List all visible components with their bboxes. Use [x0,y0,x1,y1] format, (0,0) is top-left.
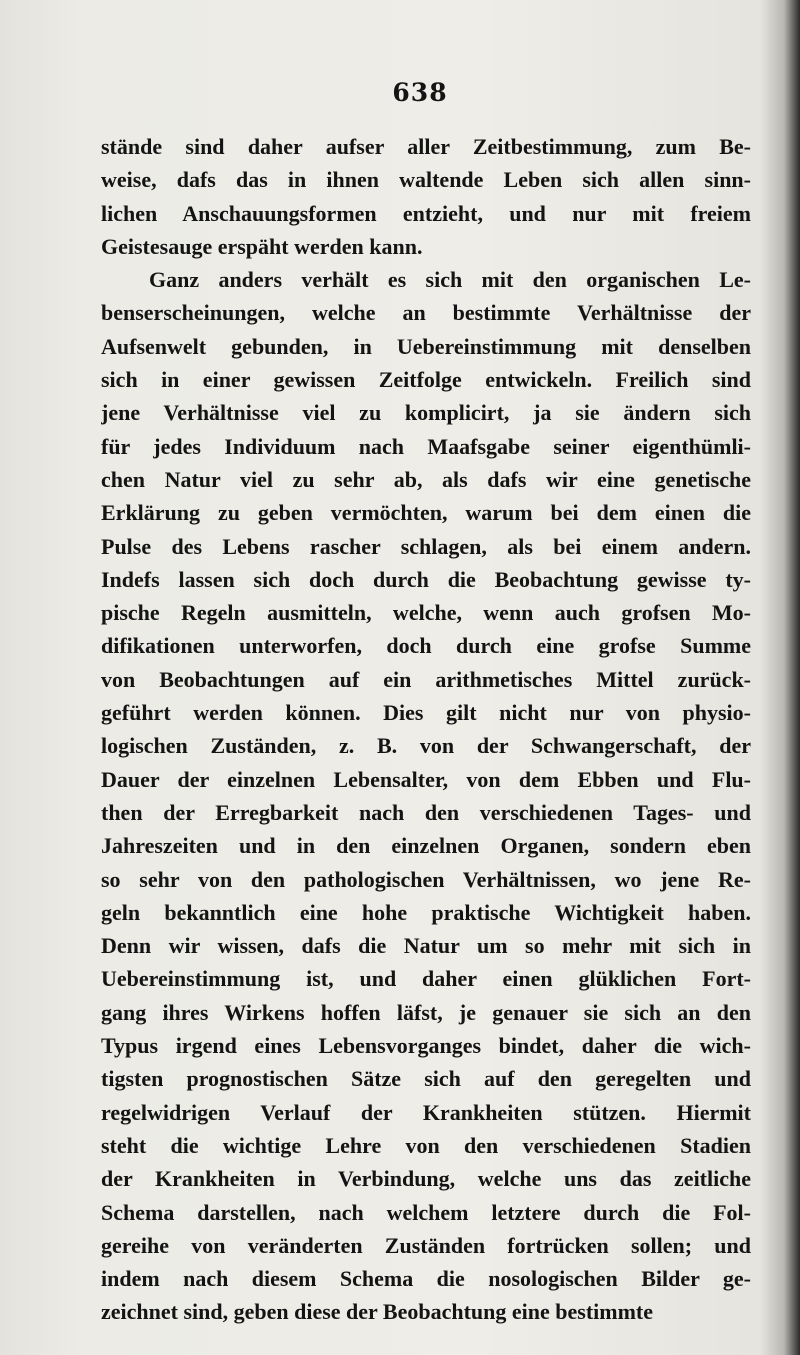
text-line: Erklärung zu geben vermöchten, warum bei dem einen die [101,500,751,526]
text-line: Dauer der einzelnen Lebensalter, von dem Ebben und Flu- [101,766,751,792]
text-line: benserscheinungen, welche an bestimmte Verhältnisse der [101,300,751,326]
text-line: weise, dafs das in ihnen waltende Leben sich allen sinn- [101,167,751,193]
text-line: für jedes Individuum nach Maafsgabe seiner eigenthümli- [101,433,751,459]
text-line: steht die wichtige Lehre von den verschiedenen Stadien [101,1132,751,1158]
text-line: sich in einer gewissen Zeitfolge entwickeln. Freilich sind [101,367,751,393]
text-line: then der Erregbarkeit nach den verschiedenen Tages- und [101,799,751,825]
text-line: stände sind daher aufser aller Zeitbestimmung, zum Be- [101,134,751,159]
text-line: logischen Zuständen, z. B. von der Schwangerschaft, der [101,733,751,759]
text-line: pische Regeln ausmitteln, welche, wenn auch grofsen Mo- [101,600,751,626]
text-line: tigsten prognostischen Sätze sich auf den geregelten und [101,1066,751,1092]
text-line: Jahreszeiten und in den einzelnen Organen, sondern eben [101,833,751,859]
text-line: geführt werden können. Dies gilt nicht nur von physio- [101,700,751,726]
text-line: regelwidrigen Verlauf der Krankheiten stützen. Hiermit [101,1099,751,1125]
text-line: Geistesauge erspäht werden kann. [101,233,423,259]
text-line: der Krankheiten in Verbindung, welche uns das zeitliche [101,1166,751,1192]
text-line: gang ihres Wirkens hoffen läfst, je genauer sie sich an den [101,999,751,1025]
text-line: difikationen unterworfen, doch durch eine grofse Summe [101,633,751,659]
text-line: Typus irgend eines Lebensvorganges bindet, daher die wich- [101,1033,751,1059]
text-line: Pulse des Lebens rascher schlagen, als bei einem andern. [101,533,751,559]
text-line: geln bekanntlich eine hohe praktische Wichtigkeit haben. [101,899,751,925]
page-number: 638 [392,78,448,107]
text-line: Schema darstellen, nach welchem letztere durch die Fol- [101,1199,751,1225]
text-line: so sehr von den pathologischen Verhältnissen, wo jene Re- [101,866,751,892]
text-line: zeichnet sind, geben diese der Beobachtung eine bestimmte [101,1299,654,1325]
text-line: von Beobachtungen auf ein arithmetisches Mittel zurück- [101,666,751,692]
text-line: gereihe von veränderten Zuständen fortrücken sollen; und [101,1232,751,1258]
text-line: Ganz anders verhält es sich mit den organischen Le- [149,267,751,293]
text-line: Aufsenwelt gebunden, in Uebereinstimmung mit denselben [101,333,751,359]
text-line: lichen Anschauungsformen entzieht, und nur mit freiem [101,200,751,226]
text-line: chen Natur viel zu sehr ab, als dafs wir eine genetische [101,466,751,492]
text-line: Indefs lassen sich doch durch die Beobachtung gewisse ty- [101,566,751,592]
text-line: jene Verhältnisse viel zu komplicirt, ja sie ändern sich [101,400,751,426]
body-text [101,130,751,1329]
text-line: Uebereinstimmung ist, und daher einen glüklichen Fort- [101,966,751,992]
text-line: indem nach diesem Schema die nosologischen Bilder ge- [101,1266,751,1292]
text-line: Denn wir wissen, dafs die Natur um so mehr mit sich in [101,933,751,959]
